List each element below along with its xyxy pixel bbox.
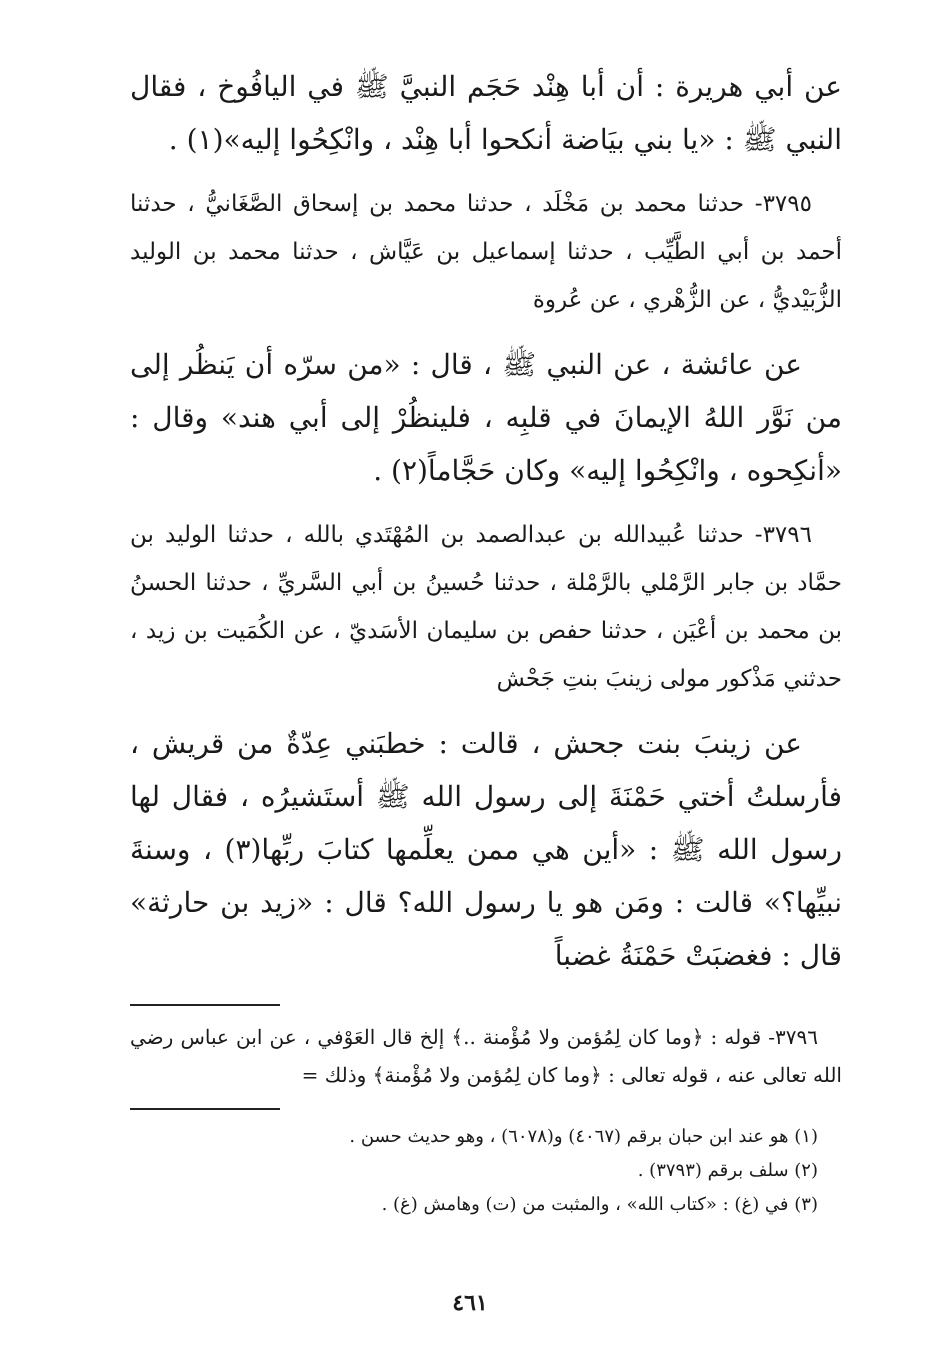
hadith-text-3795: عن عائشة ، عن النبي ﷺ ، قال : «من سرّه أن يَنظُر إلى من نَوَّر اللهُ الإيمانَ في قلبِه ، فلينظُرْ إلى أبي هند» وقال : «أنكِحوه ، وانْكِحُوا إليه» وكان حَجَّاماً(٢) . — [130, 348, 842, 487]
isnad-3795: ٣٧٩٥- حدثنا محمد بن مَخْلَد ، حدثنا محمد بن إسحاق الصَّغَانيُّ ، حدثنا أحمد بن أبي الطَّيِّب ، حدثنا إسماعيل بن عَيَّاش ، حدثنا محمد بن الوليد الزُّبَيْديُّ ، عن الزُّهْري ، عن عُروة — [130, 191, 842, 313]
page-body — [130, 60, 842, 1222]
page-number: ٤٦١ — [452, 1290, 488, 1316]
hadith-text-3796: عن زينبَ بنت جحش ، قالت : خطبَني عِدّةٌ من قريش ، فأرسلتُ أختي حَمْنَةَ إلى رسول الله ﷺ أستَشيرُه ، فقال لها رسول الله ﷺ : «أين هي ممن يعلِّمها كتابَ ربِّها(٣) ، وسنةَ نبيِّها؟» قالت : ومَن هو يا رسول الله؟ قال : «زيد بن حارثة» قال : فغضبَتْ حَمْنَةُ غضباً — [130, 727, 842, 972]
footnote-3: (٣) في (غ) : «كتاب الله» ، والمثبت من (ت) وهامش (غ) . — [381, 1194, 818, 1215]
footnote-1: (١) هو عند ابن حبان برقم (٤٠٦٧) و(٦٠٧٨) ، وهو حديث حسن . — [349, 1126, 818, 1147]
footnote-separator — [130, 1108, 280, 1110]
commentary-note: ٣٧٩٦- قوله : ﴿وما كان لِمُؤمن ولا مُؤْمنة ..﴾ إلخ قال العَوْفي ، عن ابن عباس رضي الله تعالى عنه ، قوله تعالى : ﴿وما كان لِمُؤمن ولا مُؤْمنة﴾ وذلك = — [130, 1025, 842, 1087]
hadith-text-3794: عن أبي هريرة : أن أبا هِنْد حَجَم النبيَّ ﷺ في اليافُوخ ، فقال النبي ﷺ : «يا بني بيَاضة أنكحوا أبا هِنْد ، وانْكِحُوا إليه»(١) . — [130, 70, 842, 156]
commentary-separator — [130, 1004, 280, 1006]
isnad-3796: ٣٧٩٦- حدثنا عُبيدالله بن عبدالصمد بن المُهْتَدي بالله ، حدثنا الوليد بن حمَّاد بن جابر الرَّمْلي بالرَّمْلة ، حدثنا حُسينُ بن أبي السَّريِّ ، حدثنا الحسنُ بن محمد بن أعْيَن ، حدثنا حفص بن سليمان الأسَديّ ، عن الكُمَيت بن زيد ، حدثني مَذْكور مولى زينبَ بنتِ جَحْش — [130, 522, 842, 692]
footnote-2: (٢) سلف برقم (٣٧٩٣) . — [637, 1160, 818, 1181]
